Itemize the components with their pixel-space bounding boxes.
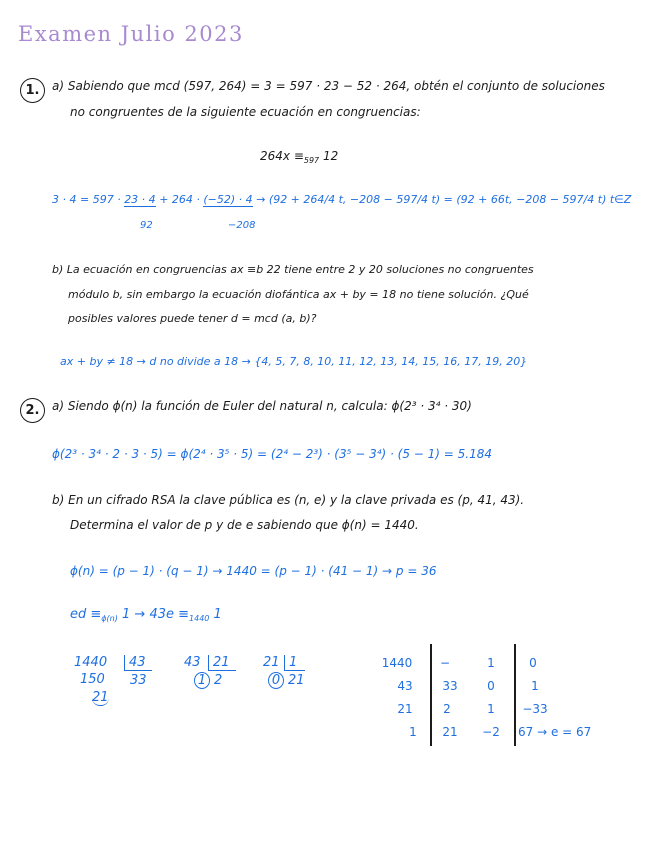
div3-dividend: 21 bbox=[263, 655, 280, 670]
question-2-number: 2. bbox=[20, 398, 45, 423]
q1-a-below-208: −208 bbox=[228, 220, 256, 231]
div1-dividend: 1440 bbox=[74, 655, 108, 670]
q2-b-solution-1: ϕ(n) = (p − 1) · (q − 1) → 1440 = (p − 1) · (41 − 1) → p = 36 bbox=[70, 564, 437, 578]
q1-b-line2: módulo b, sin embargo la ecuación diofántica ax + by = 18 no tiene solución. ¿Qué bbox=[68, 288, 529, 301]
q1-b-line1: b) La ecuación en congruencias ax ≡b 22 tiene entre 2 y 20 soluciones no congruentes bbox=[52, 263, 534, 276]
exam-title: Examen Julio 2023 bbox=[18, 22, 244, 46]
q1-a-sol-rest: → (92 + 264/4 t, −208 − 597/4 t) = (92 + 66t, −208 − 597/4 t) t∈Z bbox=[256, 193, 632, 206]
table-cell-r0-c1: − bbox=[439, 656, 451, 670]
extended-euclid-table bbox=[380, 650, 630, 750]
table-cell-r0-c0: 1440 bbox=[381, 656, 413, 670]
table-cell-r2-c3: −33 bbox=[522, 702, 548, 716]
q1-a-sol-underlined-1: 23 · 4 bbox=[124, 193, 156, 206]
table-cell-r3-c3: 67 → e = 67 bbox=[518, 725, 592, 739]
q2-b-sol2-mid: 1 → 43e ≡ bbox=[122, 607, 190, 622]
q1-a-sol-underlined-2: (−52) · 4 bbox=[203, 193, 253, 206]
table-cell-r3-c1: 21 bbox=[442, 725, 458, 739]
q1-a-sol-pre: 3 · 4 = 597 · bbox=[52, 193, 121, 206]
table-cell-r2-c0: 21 bbox=[397, 702, 413, 716]
q2-b-line2: Determina el valor de p y de e sabiendo que ϕ(n) = 1440. bbox=[70, 518, 419, 532]
table-cell-r1-c3: 1 bbox=[531, 679, 539, 693]
q2-a-line: a) Siendo ϕ(n) la función de Euler del natural n, calcula: ϕ(2³ · 3⁴ · 30) bbox=[52, 399, 472, 413]
q2-b-sol2-mod2: 1440 bbox=[189, 614, 210, 623]
div2-divisor: 21 bbox=[208, 655, 236, 671]
q1-equation-lhs: 264x ≡ bbox=[260, 149, 304, 163]
q2-b-sol2-mod1: ϕ(n) bbox=[101, 614, 118, 623]
q2-b-line1: b) En un cifrado RSA la clave pública es (n, e) y la clave privada es (p, 41, 43). bbox=[52, 493, 525, 507]
div3-remainder: 0 bbox=[268, 672, 284, 689]
q1-equation-rhs: 12 bbox=[322, 149, 339, 163]
table-cell-r2-c2: 1 bbox=[487, 702, 495, 716]
q1-a-solution bbox=[52, 194, 631, 207]
div1-divisor: 43 bbox=[124, 655, 152, 671]
q1-a-sol-mid: + 264 · bbox=[159, 193, 200, 206]
q1-b-solution: ax + by ≠ 18 → d no divide a 18 → {4, 5, 7, 8, 10, 11, 12, 13, 14, 15, 16, 17, 19, 20} bbox=[60, 355, 528, 368]
q1-a-below-92: 92 bbox=[140, 220, 153, 231]
table-cell-r1-c1: 33 bbox=[442, 679, 458, 693]
table-cell-r0-c3: 0 bbox=[529, 656, 537, 670]
div1-remainder-2: 21 bbox=[92, 690, 109, 705]
q2-a-solution: ϕ(2³ · 3⁴ · 2 · 3 · 5) = ϕ(2⁴ · 3⁵ · 5) = (2⁴ − 2³) · (3⁵ − 3⁴) · (5 − 1) = 5.184 bbox=[52, 447, 493, 461]
q1-a-line2: no congruentes de la siguiente ecuación en congruencias: bbox=[70, 105, 421, 119]
q1-a-line1: a) Sabiendo que mcd (597, 264) = 3 = 597 · 23 − 52 · 264, obtén el conjunto de soluciones bbox=[52, 79, 605, 93]
table-cell-r3-c0: 1 bbox=[409, 725, 417, 739]
q2-b-sol2-rhs: 1 bbox=[213, 607, 222, 622]
div3-quotient: 21 bbox=[288, 673, 305, 688]
q1-equation-mod: 597 bbox=[303, 156, 320, 165]
table-cell-r3-c2: −2 bbox=[482, 725, 500, 739]
div1-remainder-1: 150 bbox=[80, 672, 105, 687]
table-cell-r0-c2: 1 bbox=[487, 656, 495, 670]
table-cell-r2-c1: 2 bbox=[443, 702, 451, 716]
q2-b-solution-2 bbox=[70, 608, 222, 623]
q2-b-sol2-pre: ed ≡ bbox=[70, 607, 102, 622]
q1-congruence-equation bbox=[260, 150, 338, 165]
q1-b-line3: posibles valores puede tener d = mcd (a, b)? bbox=[68, 312, 317, 325]
div2-remainder: 1 bbox=[194, 672, 210, 689]
question-1-number: 1. bbox=[20, 78, 45, 103]
div2-dividend: 43 bbox=[184, 655, 201, 670]
table-cell-r1-c2: 0 bbox=[487, 679, 495, 693]
div3-divisor: 1 bbox=[284, 655, 305, 671]
table-cell-r1-c0: 43 bbox=[397, 679, 413, 693]
div2-quotient: 2 bbox=[214, 673, 223, 688]
div1-quotient: 33 bbox=[130, 673, 147, 688]
